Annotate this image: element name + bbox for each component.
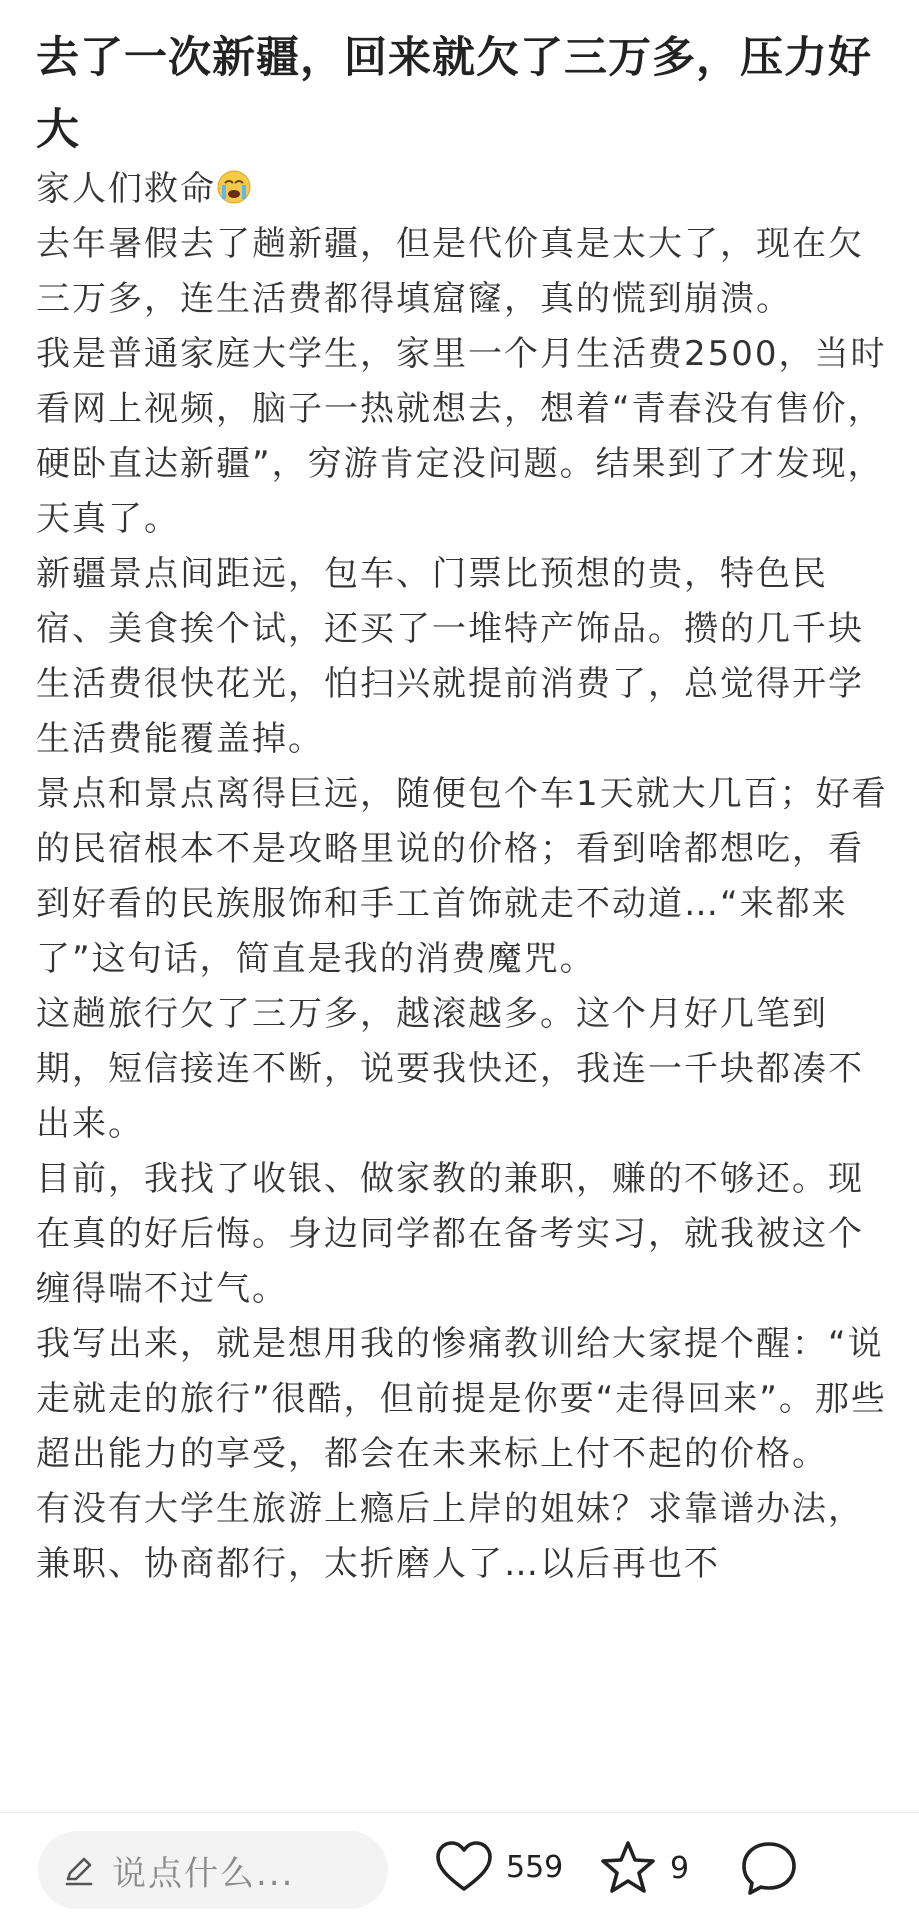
loudly-crying-face-icon bbox=[216, 169, 252, 205]
post-paragraph: 我写出来，就是想用我的惨痛教训给大家提个醒：“说走就走的旅行”很酷，但前提是你要“走得回来”。那些超出能力的享受，都会在未来标上付不起的价格。 bbox=[36, 1324, 887, 1474]
post-paragraph: 新疆景点间距远，包车、门票比预想的贵，特色民宿、美食挨个试，还买了一堆特产饰品。攒的几千块生活费很快花光，怕扫兴就提前消费了，总觉得开学生活费能覆盖掉。 bbox=[36, 554, 864, 759]
star-icon bbox=[598, 1839, 658, 1897]
post-paragraph: 去年暑假去了趟新疆，但是代价真是太大了，现在欠三万多，连生活费都得填窟窿，真的慌到崩溃。 bbox=[36, 224, 864, 319]
like-count: 559 bbox=[506, 1849, 564, 1885]
favorite-button[interactable] bbox=[598, 1839, 689, 1897]
post-paragraph: 这趟旅行欠了三万多，越滚越多。这个月好几笔到期，短信接连不断，说要我快还，我连一千块都凑不出来。 bbox=[36, 994, 864, 1144]
post-paragraph: 目前，我找了收银、做家教的兼职，赚的不够还。现在真的好后悔。身边同学都在备考实习，就我被这个缠得喘不过气。 bbox=[36, 1159, 864, 1309]
comment-bubble-icon bbox=[738, 1839, 800, 1897]
post-paragraph: 我是普通家庭大学生，家里一个月生活费2500，当时看网上视频，脑子一热就想去，想着“青春没有售价，硬卧直达新疆”，穷游肯定没问题。结果到了才发现，天真了。 bbox=[36, 334, 887, 539]
pen-icon bbox=[60, 1851, 98, 1889]
post-intro bbox=[36, 162, 898, 217]
heart-icon bbox=[434, 1839, 494, 1895]
post-intro-text: 家人们救命 bbox=[36, 169, 216, 209]
like-button[interactable] bbox=[434, 1839, 563, 1895]
post-paragraph: 景点和景点离得巨远，随便包个车1天就大几百；好看的民宿根本不是攻略里说的价格；看到啥都想吃，看到好看的民族服饰和手工首饰就走不动道…“来都来了”这句话，简直是我的消费魔咒。 bbox=[36, 774, 888, 979]
favorite-count: 9 bbox=[670, 1850, 690, 1886]
comment-button[interactable] bbox=[738, 1839, 800, 1897]
post-body bbox=[36, 162, 898, 1592]
post-paragraph: 有没有大学生旅游上瘾后上岸的姐妹？求靠谱办法，兼职、协商都行，太折磨人了…以后再也不 bbox=[36, 1489, 864, 1584]
comment-placeholder: 说点什么... bbox=[112, 1853, 295, 1894]
bottom-action-bar bbox=[0, 1812, 919, 1917]
comment-input[interactable] bbox=[38, 1831, 388, 1909]
post-title: 去了一次新疆，回来就欠了三万多，压力好大 bbox=[36, 33, 872, 155]
